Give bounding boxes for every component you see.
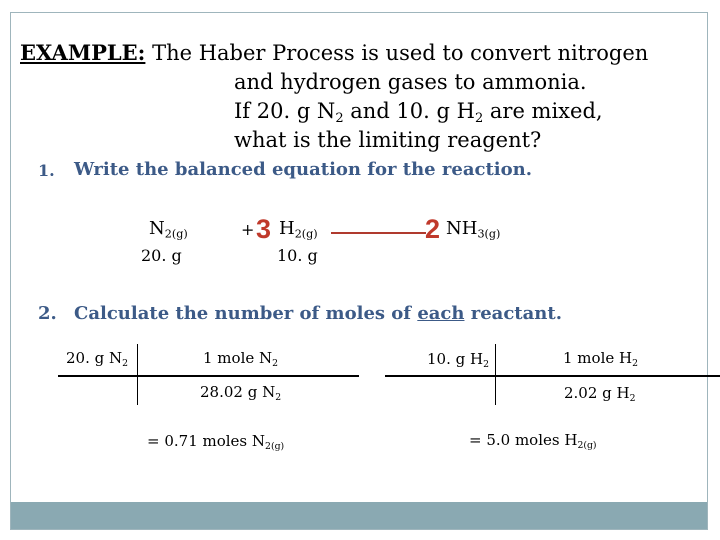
h2-given-text: 10. g H <box>427 350 484 368</box>
step-2-text-b: reactant. <box>464 303 562 324</box>
eq-plus: + <box>241 220 255 239</box>
n2-result-text: = 0.71 moles N <box>147 432 266 450</box>
example-text-3b: and 10. g H <box>343 99 475 123</box>
h2-numerator-sub: 2 <box>632 357 639 369</box>
eq-n2-sub: 2(g) <box>164 227 188 241</box>
h2-numerator <box>563 349 638 367</box>
eq-nh3-sub: 3(g) <box>477 227 501 241</box>
reaction-arrow <box>331 232 426 234</box>
n2-numerator-sub: 2 <box>272 357 279 369</box>
eq-h2-mass: 10. g <box>277 246 318 265</box>
n2-given-text: 20. g N <box>66 349 123 367</box>
example-text-3c: are mixed, <box>483 99 603 123</box>
eq-nh3 <box>446 218 500 239</box>
n2-numerator-text: 1 mole N <box>203 349 273 367</box>
step-2-text-a: Calculate the number of moles of <box>74 303 418 324</box>
step-1-text: Write the balanced equation for the reaction. <box>74 159 532 180</box>
h2-result <box>469 431 597 449</box>
example-line-3 <box>234 99 603 127</box>
step-1-number: 1. <box>38 161 55 180</box>
example-text-3a: If 20. g N <box>234 99 336 123</box>
footer-bar <box>11 502 707 529</box>
h2-subscript: 2 <box>474 111 484 127</box>
n2-subscript: 2 <box>335 111 344 127</box>
n2-result-sub: 2(g) <box>265 440 285 452</box>
example-line-1 <box>20 40 648 65</box>
h2-result-text: = 5.0 moles H <box>469 431 578 449</box>
example-text-1: The Haber Process is used to convert nitrogen <box>152 41 649 65</box>
n2-fraction-line <box>58 375 359 377</box>
n2-numerator <box>203 349 278 367</box>
eq-h2 <box>279 218 318 239</box>
h2-fraction-line <box>385 375 720 377</box>
eq-n2-symbol: N <box>149 218 165 239</box>
h2-result-sub: 2(g) <box>577 439 597 451</box>
example-line-2: and hydrogen gases to ammonia. <box>234 70 587 94</box>
h2-denominator <box>564 384 636 402</box>
n2-given <box>66 349 128 367</box>
n2-result <box>147 432 284 450</box>
h2-denominator-sub: 2 <box>629 392 636 404</box>
step-2-number: 2. <box>38 303 57 324</box>
h2-given <box>427 350 489 368</box>
n2-divider <box>137 344 138 405</box>
eq-n2-mass: 20. g <box>141 246 182 265</box>
example-label: EXAMPLE: <box>20 40 146 65</box>
h2-divider <box>495 344 496 405</box>
step-2-each: each <box>417 303 465 324</box>
n2-denominator-text: 28.02 g N <box>200 383 276 401</box>
step-2-text <box>74 303 562 324</box>
eq-n2 <box>149 218 188 239</box>
eq-nh3-coefficient: 2 <box>425 214 441 244</box>
example-line-4: what is the limiting reagent? <box>234 128 542 152</box>
h2-denominator-text: 2.02 g H <box>564 384 630 402</box>
h2-given-sub: 2 <box>483 358 489 370</box>
n2-denominator <box>200 383 281 401</box>
eq-h2-coefficient: 3 <box>256 214 272 244</box>
eq-h2-symbol: H <box>279 218 295 239</box>
h2-numerator-text: 1 mole H <box>563 349 633 367</box>
n2-given-sub: 2 <box>122 357 129 369</box>
eq-h2-sub: 2(g) <box>294 227 318 241</box>
n2-denominator-sub: 2 <box>275 391 282 403</box>
eq-nh3-symbol: NH <box>446 218 478 239</box>
